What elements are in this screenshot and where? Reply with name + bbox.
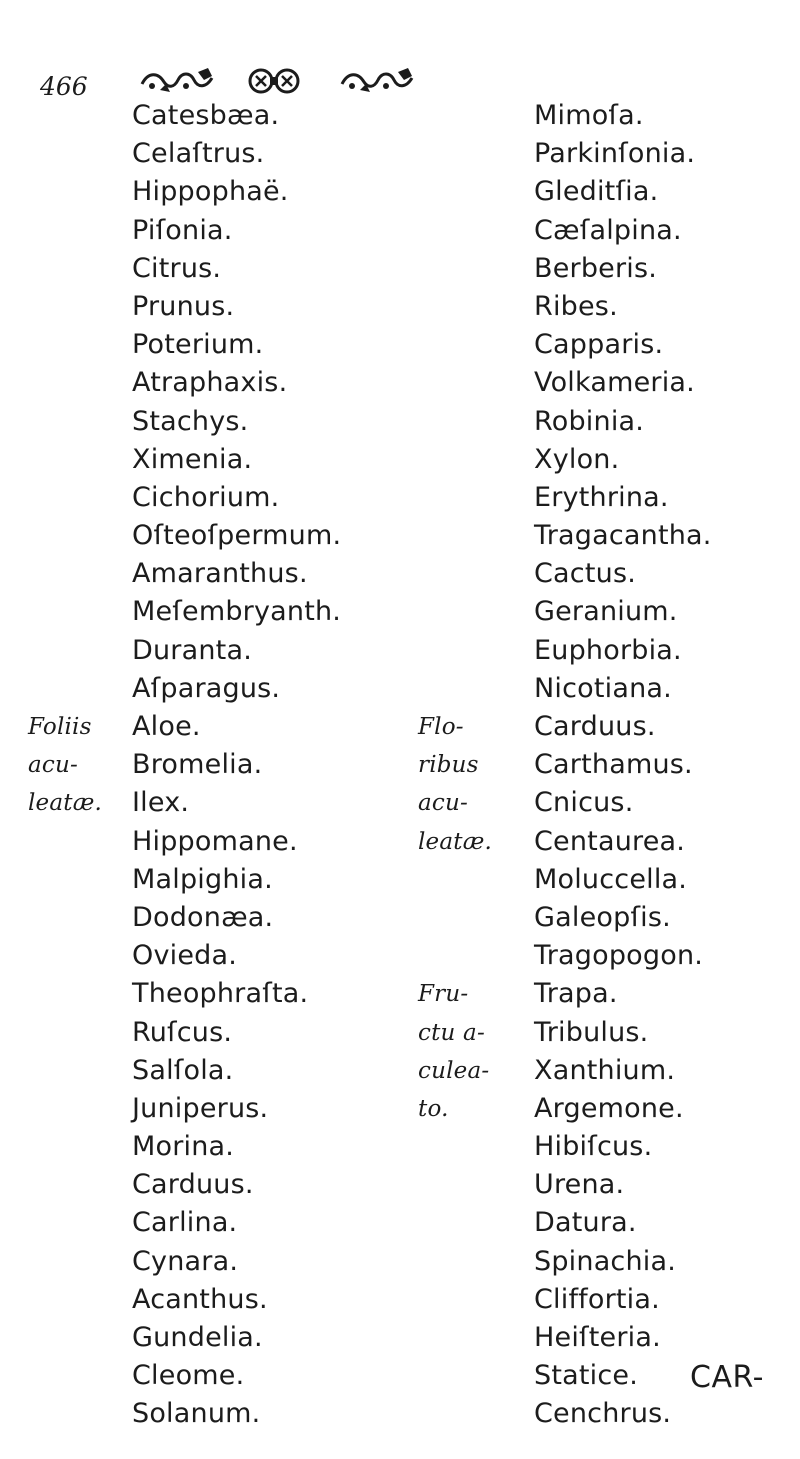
genus-name: Galeopſis.	[534, 901, 671, 933]
section-label: leatæ.	[28, 790, 103, 817]
list-item	[418, 708, 798, 746]
genus-name: Spinachia.	[534, 1245, 677, 1277]
genus-name: Carlina.	[132, 1207, 238, 1239]
list-item	[28, 1090, 388, 1128]
list-item	[28, 1243, 388, 1281]
list-item	[418, 555, 798, 593]
list-item	[28, 746, 388, 784]
genus-name: Cenchrus.	[534, 1398, 672, 1430]
genus-name: Ximenia.	[132, 443, 253, 475]
list-item	[418, 173, 798, 211]
list-item	[28, 899, 388, 937]
fleuron-icon	[338, 66, 416, 96]
list-item	[418, 1204, 798, 1242]
list-item	[418, 479, 798, 517]
list-item	[28, 1014, 388, 1052]
list-item	[28, 1357, 388, 1395]
list-item	[418, 1090, 798, 1128]
list-item	[28, 1052, 388, 1090]
list-item	[418, 1014, 798, 1052]
section-label: culea-	[418, 1057, 490, 1084]
list-item	[28, 784, 388, 822]
list-item	[28, 441, 388, 479]
genus-name: Volkameria.	[534, 367, 695, 399]
list-item	[28, 1128, 388, 1166]
genus-name: Cæſalpina.	[534, 214, 682, 246]
genus-name: Argemone.	[534, 1092, 684, 1124]
genus-name: Solanum.	[132, 1398, 261, 1430]
genus-name: Gleditſia.	[534, 176, 659, 208]
genus-name: Atraphaxis.	[132, 367, 288, 399]
list-item	[28, 555, 388, 593]
genus-name: Nicotiana.	[534, 672, 672, 704]
genus-name: Salſola.	[132, 1054, 234, 1086]
list-item	[28, 1204, 388, 1242]
genus-name: Carduus.	[132, 1169, 254, 1201]
list-item	[418, 250, 798, 288]
genus-name: Heiſteria.	[534, 1322, 661, 1353]
list-item	[28, 97, 388, 135]
list-item	[418, 1128, 798, 1166]
list-item	[28, 364, 388, 402]
printers-ornament-right	[338, 66, 416, 96]
list-item	[28, 1319, 388, 1357]
genus-name: Meſembryanth.	[132, 596, 342, 628]
catchword: CAR-	[690, 1360, 764, 1395]
genus-name: Hippomane.	[132, 825, 298, 857]
genus-name: Dodonæa.	[132, 901, 274, 933]
genus-name: Parkinſonia.	[534, 138, 696, 170]
list-item	[418, 746, 798, 784]
genus-name: Carduus.	[534, 711, 656, 742]
section-label: Foliis	[28, 714, 92, 740]
list-item	[28, 1281, 388, 1319]
genus-name: Cnicus.	[534, 787, 634, 819]
list-item	[418, 823, 798, 861]
genus-name: Ruſcus.	[132, 1016, 233, 1048]
genus-name: Hibiſcus.	[534, 1131, 653, 1163]
section-label: ctu a-	[418, 1019, 485, 1046]
section-label: acu-	[418, 790, 468, 817]
list-item	[418, 1319, 798, 1357]
genus-name: Cleome.	[132, 1360, 245, 1392]
genus-name: Cynara.	[132, 1245, 239, 1277]
list-item	[418, 937, 798, 975]
section-label: acu-	[28, 752, 78, 779]
genus-name: Geranium.	[534, 596, 678, 628]
list-item	[418, 899, 798, 937]
genus-name: Euphorbia.	[534, 634, 682, 666]
genus-name: Poterium.	[132, 329, 264, 361]
genus-name: Cliffortia.	[534, 1283, 660, 1315]
section-label: leatæ.	[418, 828, 493, 855]
genus-name: Xylon.	[534, 443, 620, 475]
list-item	[418, 1166, 798, 1204]
list-item	[28, 173, 388, 211]
genus-name: Cichorium.	[132, 481, 280, 513]
list-item	[28, 823, 388, 861]
genus-name: Berberis.	[534, 252, 658, 284]
genus-name: Morina.	[132, 1131, 235, 1163]
section-label: Fru-	[418, 981, 469, 1008]
list-item	[418, 403, 798, 441]
list-item	[28, 288, 388, 326]
genus-name: Urena.	[534, 1169, 625, 1201]
list-item	[418, 326, 798, 364]
genus-name: Malpighia.	[132, 863, 273, 895]
genus-name: Datura.	[534, 1207, 637, 1239]
list-item	[28, 593, 388, 631]
page-number: 466	[40, 72, 88, 101]
genus-name: Acanthus.	[132, 1283, 268, 1315]
list-item	[418, 288, 798, 326]
genus-name: Cactus.	[534, 558, 636, 590]
list-item	[28, 670, 388, 708]
genus-name: Oſteoſpermum.	[132, 520, 342, 552]
list-item	[418, 1052, 798, 1090]
genus-name: Tragopogon.	[534, 940, 704, 972]
list-item	[418, 1281, 798, 1319]
genus-name: Gundelia.	[132, 1322, 263, 1353]
list-item	[28, 632, 388, 670]
genus-list-right	[418, 97, 798, 1434]
genus-name: Tribulus.	[534, 1016, 649, 1048]
genus-name: Xanthium.	[534, 1054, 676, 1086]
list-item	[418, 632, 798, 670]
genus-name: Juniperus.	[132, 1092, 269, 1124]
section-label: Flo-	[418, 714, 464, 740]
genus-name: Statice.	[534, 1360, 638, 1392]
list-item	[418, 670, 798, 708]
fleuron-icon	[138, 66, 216, 96]
fleuron-icon	[246, 66, 302, 96]
genus-name: Catesbæa.	[132, 100, 280, 131]
genus-name: Capparis.	[534, 329, 664, 361]
list-item	[418, 1395, 798, 1433]
genus-name: Moluccella.	[534, 863, 688, 895]
genus-name: Erythrina.	[534, 481, 669, 513]
list-item	[28, 517, 388, 555]
genus-name: Theophraſta.	[132, 978, 309, 1010]
printers-ornament-left	[138, 66, 216, 96]
genus-name: Amaranthus.	[132, 558, 308, 590]
genus-name: Robinia.	[534, 405, 645, 437]
list-item	[28, 708, 388, 746]
genus-name: Citrus.	[132, 252, 222, 284]
section-label: ribus	[418, 752, 479, 779]
list-item	[418, 212, 798, 250]
list-item	[418, 135, 798, 173]
list-item	[28, 937, 388, 975]
list-item	[28, 403, 388, 441]
genus-name: Ilex.	[132, 787, 190, 819]
genus-name: Centaurea.	[534, 825, 686, 857]
genus-name: Carthamus.	[534, 749, 693, 781]
list-item	[28, 326, 388, 364]
list-item	[418, 441, 798, 479]
genus-list-left	[28, 97, 388, 1434]
list-item	[28, 135, 388, 173]
list-item	[28, 975, 388, 1013]
list-item	[28, 212, 388, 250]
genus-name: Mimoſa.	[534, 100, 644, 131]
list-item	[28, 1395, 388, 1433]
list-item	[418, 364, 798, 402]
genus-name: Prunus.	[132, 290, 235, 322]
list-item	[28, 250, 388, 288]
section-label: to.	[418, 1095, 449, 1122]
genus-name: Tragacantha.	[534, 520, 712, 552]
list-item	[418, 784, 798, 822]
genus-name: Bromelia.	[132, 749, 263, 781]
list-item	[418, 517, 798, 555]
genus-name: Piſonia.	[132, 214, 233, 246]
list-item	[418, 861, 798, 899]
genus-name: Ribes.	[534, 290, 618, 322]
list-item	[28, 861, 388, 899]
genus-name: Ovieda.	[132, 940, 238, 972]
list-item	[28, 479, 388, 517]
list-item	[28, 1166, 388, 1204]
list-item	[418, 97, 798, 135]
genus-name: Hippophaë.	[132, 176, 289, 208]
genus-name: Celaſtrus.	[132, 138, 265, 170]
genus-name: Duranta.	[132, 634, 252, 666]
list-item	[418, 975, 798, 1013]
list-item	[418, 1243, 798, 1281]
genus-name: Aloe.	[132, 711, 201, 742]
printers-ornament-center	[246, 66, 302, 96]
list-item	[418, 593, 798, 631]
genus-name: Aſparagus.	[132, 672, 281, 704]
genus-name: Stachys.	[132, 405, 249, 437]
genus-name: Trapa.	[534, 978, 618, 1010]
